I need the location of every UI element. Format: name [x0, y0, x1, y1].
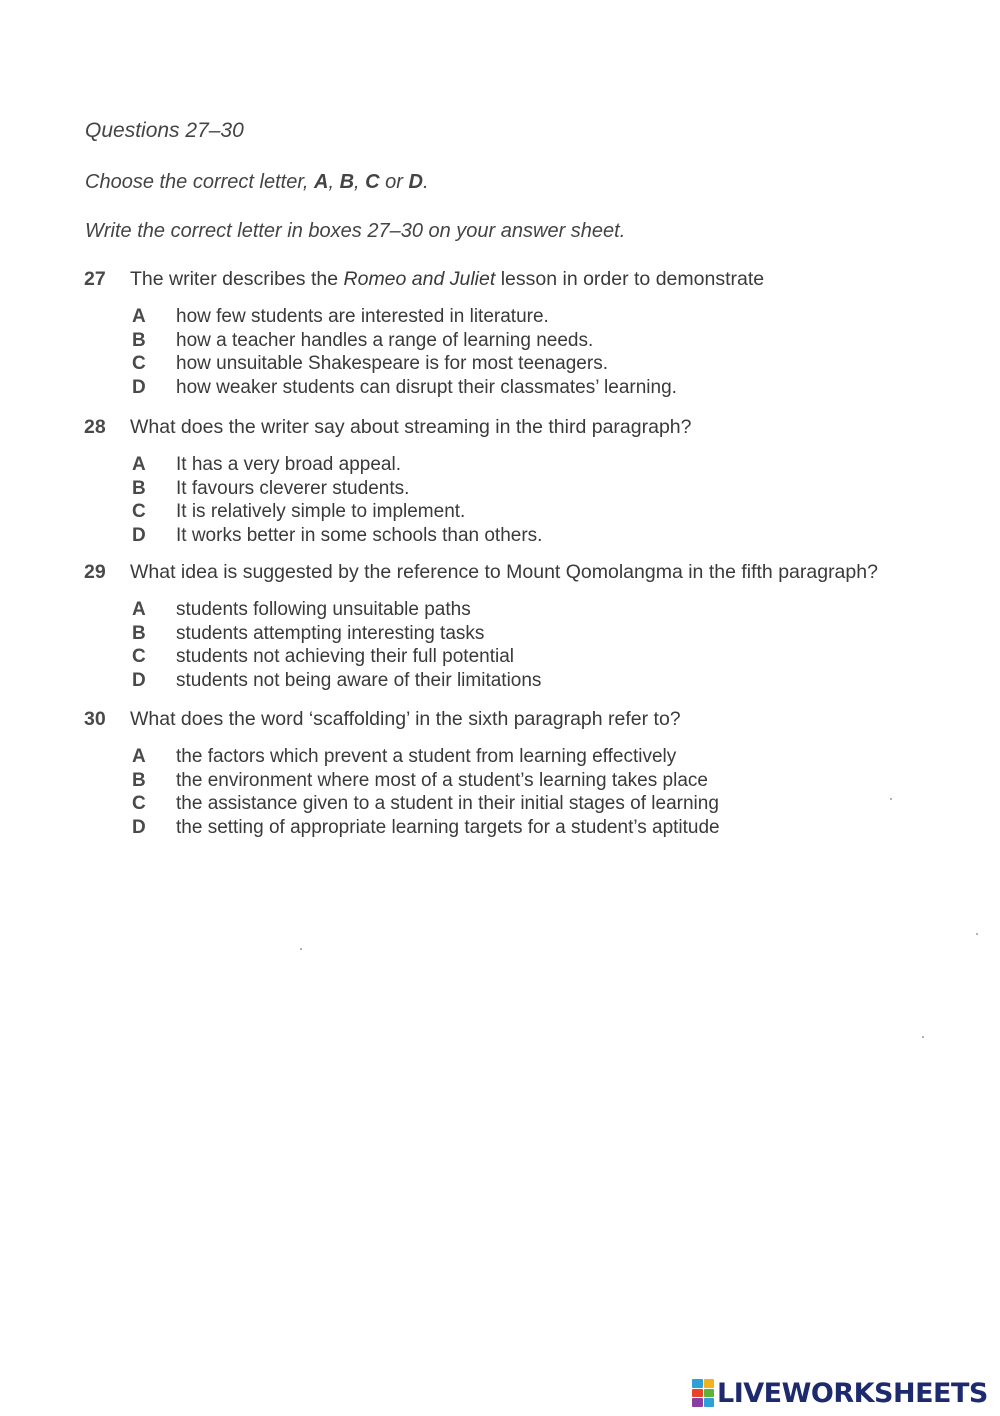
option-b[interactable] [84, 623, 984, 647]
option-a[interactable] [84, 599, 984, 623]
option-c[interactable] [84, 501, 984, 525]
option-b[interactable] [84, 770, 984, 794]
question-number: 29 [84, 561, 106, 583]
option-d[interactable] [84, 377, 984, 401]
option-letter: C [132, 646, 146, 667]
option-text: the assistance given to a student in their initial stages of learning [176, 793, 719, 814]
scan-speck [300, 948, 302, 950]
option-letter: D [132, 816, 146, 838]
option-c[interactable] [84, 353, 984, 377]
question-28 [84, 416, 984, 548]
option-letter: A [132, 306, 146, 327]
option-text: It favours cleverer students. [176, 477, 410, 499]
instruction-choose: Choose the correct letter, A, B, C or D. [85, 171, 429, 193]
scan-speck [976, 933, 978, 935]
option-text: how few students are interested in literature. [176, 306, 549, 327]
option-d[interactable] [84, 817, 984, 841]
option-letter: A [132, 746, 146, 767]
option-letter: C [132, 501, 146, 522]
option-list [84, 599, 984, 693]
question-number: 28 [84, 416, 106, 438]
option-b[interactable] [84, 478, 984, 502]
option-letter: D [132, 524, 146, 546]
option-text: It is relatively simple to implement. [176, 501, 466, 522]
option-text: the setting of appropriate learning targets for a student’s aptitude [176, 816, 720, 838]
option-d[interactable] [84, 670, 984, 694]
scan-speck [890, 798, 892, 800]
question-29 [84, 561, 984, 693]
option-text: how a teacher handles a range of learning needs. [176, 329, 594, 351]
option-text: students following unsuitable paths [176, 599, 471, 620]
option-text: the environment where most of a student’s learning takes place [176, 769, 708, 791]
option-text: It works better in some schools than others. [176, 524, 543, 546]
option-c[interactable] [84, 646, 984, 670]
option-d[interactable] [84, 525, 984, 549]
option-text: students not being aware of their limitations [176, 669, 542, 691]
option-text: the factors which prevent a student from learning effectively [176, 746, 677, 767]
liveworksheets-logo-icon [692, 1379, 714, 1407]
option-letter: B [132, 477, 146, 499]
option-letter: D [132, 669, 146, 691]
option-b[interactable] [84, 330, 984, 354]
option-text: how unsuitable Shakespeare is for most teenagers. [176, 353, 608, 374]
question-number: 27 [84, 268, 106, 290]
option-letter: A [132, 599, 146, 620]
option-text: how weaker students can disrupt their classmates’ learning. [176, 376, 677, 398]
section-title: Questions 27–30 [85, 119, 244, 142]
option-letter: B [132, 769, 146, 791]
option-text: students attempting interesting tasks [176, 622, 485, 644]
question-text: What does the word ‘scaffolding’ in the sixth paragraph refer to? [130, 708, 681, 730]
option-letter: C [132, 353, 146, 374]
option-c[interactable] [84, 793, 984, 817]
option-letter: B [132, 622, 146, 644]
option-text: students not achieving their full potential [176, 646, 514, 667]
option-a[interactable] [84, 306, 984, 330]
option-letter: B [132, 329, 146, 351]
option-text: It has a very broad appeal. [176, 454, 401, 475]
watermark-text: LIVEWORKSHEETS [717, 1377, 988, 1409]
option-list [84, 306, 984, 400]
instruction-answer-sheet: Write the correct letter in boxes 27–30 on your answer sheet. [85, 220, 626, 242]
question-27 [84, 268, 984, 400]
option-letter: A [132, 454, 146, 475]
question-text: What does the writer say about streaming in the third paragraph? [130, 416, 692, 438]
option-list [84, 454, 984, 548]
option-list [84, 746, 984, 840]
option-letter: D [132, 376, 146, 398]
question-text: The writer describes the Romeo and Juliet lesson in order to demonstrate [130, 268, 765, 290]
option-letter: C [132, 793, 146, 814]
question-30 [84, 708, 984, 840]
question-text: What idea is suggested by the reference to Mount Qomolangma in the fifth paragraph? [130, 561, 878, 583]
option-a[interactable] [84, 454, 984, 478]
scan-speck [922, 1036, 924, 1038]
question-number: 30 [84, 708, 106, 730]
option-a[interactable] [84, 746, 984, 770]
liveworksheets-watermark [692, 1376, 988, 1410]
